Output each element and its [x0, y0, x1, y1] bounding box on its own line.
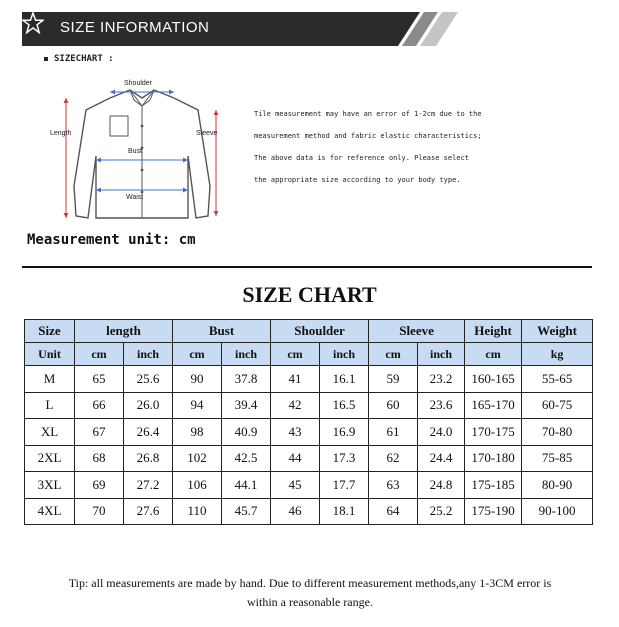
- value-cell: 44: [271, 445, 320, 472]
- label-bust: Bust: [128, 148, 143, 155]
- value-cell: 27.6: [124, 498, 173, 525]
- unit-cell: cm: [465, 343, 522, 366]
- value-cell: 25.6: [124, 366, 173, 393]
- value-cell: 65: [75, 366, 124, 393]
- unit-cell: inch: [124, 343, 173, 366]
- unit-cell: cm: [369, 343, 418, 366]
- value-cell: 170-175: [465, 419, 522, 446]
- header-shoulder: Shoulder: [271, 320, 369, 343]
- measurement-tip: [30, 574, 590, 612]
- value-cell: 175-190: [465, 498, 522, 525]
- shirt-measurement-diagram: [48, 76, 238, 226]
- value-cell: 26.0: [124, 392, 173, 419]
- unit-cell: cm: [75, 343, 124, 366]
- size-chart-title: SIZE CHART: [242, 282, 377, 307]
- value-cell: 98: [173, 419, 222, 446]
- header-height: Height: [465, 320, 522, 343]
- header-length: length: [75, 320, 173, 343]
- size-cell: M: [25, 366, 75, 393]
- unit-cell: inch: [320, 343, 369, 366]
- size-cell: 2XL: [25, 445, 75, 472]
- value-cell: 44.1: [222, 472, 271, 499]
- value-cell: 160-165: [465, 366, 522, 393]
- value-cell: 17.7: [320, 472, 369, 499]
- value-cell: 90: [173, 366, 222, 393]
- value-cell: 46: [271, 498, 320, 525]
- table-row: [25, 419, 593, 446]
- header-weight: Weight: [522, 320, 593, 343]
- tip-line-2: within a reasonable range.: [247, 595, 373, 609]
- value-cell: 17.3: [320, 445, 369, 472]
- table-row: [25, 445, 593, 472]
- measurement-unit: Measurement unit: cm: [27, 232, 196, 248]
- section-divider: [22, 266, 592, 268]
- size-cell: 4XL: [25, 498, 75, 525]
- value-cell: 16.9: [320, 419, 369, 446]
- unit-cell: cm: [271, 343, 320, 366]
- value-cell: 39.4: [222, 392, 271, 419]
- value-cell: 70: [75, 498, 124, 525]
- value-cell: 23.2: [418, 366, 465, 393]
- star-icon: [22, 12, 44, 34]
- value-cell: 60: [369, 392, 418, 419]
- label-sleeve: Sleeve: [196, 130, 218, 137]
- value-cell: 42: [271, 392, 320, 419]
- value-cell: 61: [369, 419, 418, 446]
- bullet-icon: [44, 57, 48, 61]
- label-length: Length: [50, 130, 72, 137]
- value-cell: 25.2: [418, 498, 465, 525]
- size-cell: XL: [25, 419, 75, 446]
- table-header-row: [25, 320, 593, 343]
- unit-cell: Unit: [25, 343, 75, 366]
- note-line: the appropriate size according to your body type.: [254, 176, 461, 184]
- value-cell: 102: [173, 445, 222, 472]
- size-cell: L: [25, 392, 75, 419]
- size-cell: 3XL: [25, 472, 75, 499]
- value-cell: 37.8: [222, 366, 271, 393]
- value-cell: 45: [271, 472, 320, 499]
- note-line: measurement method and fabric elastic characteristics;: [254, 132, 482, 140]
- header-bust: Bust: [173, 320, 271, 343]
- measurement-notes: [254, 110, 482, 198]
- value-cell: 106: [173, 472, 222, 499]
- sizechart-label-text: SIZECHART :: [54, 54, 114, 64]
- value-cell: 18.1: [320, 498, 369, 525]
- value-cell: 63: [369, 472, 418, 499]
- value-cell: 16.1: [320, 366, 369, 393]
- value-cell: 69: [75, 472, 124, 499]
- value-cell: 170-180: [465, 445, 522, 472]
- value-cell: 70-80: [522, 419, 593, 446]
- size-information-banner: [22, 12, 458, 46]
- tip-line-1: Tip: all measurements are made by hand. Due to different measurement methods,any 1-3CM error is: [68, 576, 552, 590]
- value-cell: 16.5: [320, 392, 369, 419]
- value-cell: 90-100: [522, 498, 593, 525]
- sizechart-label: [44, 54, 114, 64]
- table-unit-row: [25, 343, 593, 366]
- shirt-outline-icon: [48, 76, 238, 226]
- value-cell: 55-65: [522, 366, 593, 393]
- value-cell: 67: [75, 419, 124, 446]
- value-cell: 59: [369, 366, 418, 393]
- note-line: Tile measurement may have an error of 1-2cm due to the: [254, 110, 482, 118]
- value-cell: 23.6: [418, 392, 465, 419]
- table-row: [25, 472, 593, 499]
- value-cell: 41: [271, 366, 320, 393]
- table-row: [25, 498, 593, 525]
- value-cell: 110: [173, 498, 222, 525]
- header-sleeve: Sleeve: [369, 320, 465, 343]
- value-cell: 75-85: [522, 445, 593, 472]
- value-cell: 80-90: [522, 472, 593, 499]
- table-row: [25, 366, 593, 393]
- value-cell: 26.4: [124, 419, 173, 446]
- label-waist: Waist: [126, 194, 144, 201]
- value-cell: 94: [173, 392, 222, 419]
- value-cell: 68: [75, 445, 124, 472]
- unit-cell: inch: [222, 343, 271, 366]
- value-cell: 26.8: [124, 445, 173, 472]
- value-cell: 64: [369, 498, 418, 525]
- note-line: The above data is for reference only. Please select: [254, 154, 469, 162]
- value-cell: 165-170: [465, 392, 522, 419]
- unit-cell: inch: [418, 343, 465, 366]
- label-shoulder: Shoulder: [124, 80, 153, 87]
- value-cell: 60-75: [522, 392, 593, 419]
- value-cell: 62: [369, 445, 418, 472]
- value-cell: 175-185: [465, 472, 522, 499]
- unit-cell: cm: [173, 343, 222, 366]
- value-cell: 66: [75, 392, 124, 419]
- header-size: Size: [25, 320, 75, 343]
- unit-cell: kg: [522, 343, 593, 366]
- value-cell: 40.9: [222, 419, 271, 446]
- value-cell: 24.8: [418, 472, 465, 499]
- value-cell: 42.5: [222, 445, 271, 472]
- value-cell: 43: [271, 419, 320, 446]
- value-cell: 27.2: [124, 472, 173, 499]
- value-cell: 24.4: [418, 445, 465, 472]
- banner-title: SIZE INFORMATION: [60, 19, 210, 36]
- value-cell: 45.7: [222, 498, 271, 525]
- size-chart-table: [24, 319, 593, 525]
- value-cell: 24.0: [418, 419, 465, 446]
- table-row: [25, 392, 593, 419]
